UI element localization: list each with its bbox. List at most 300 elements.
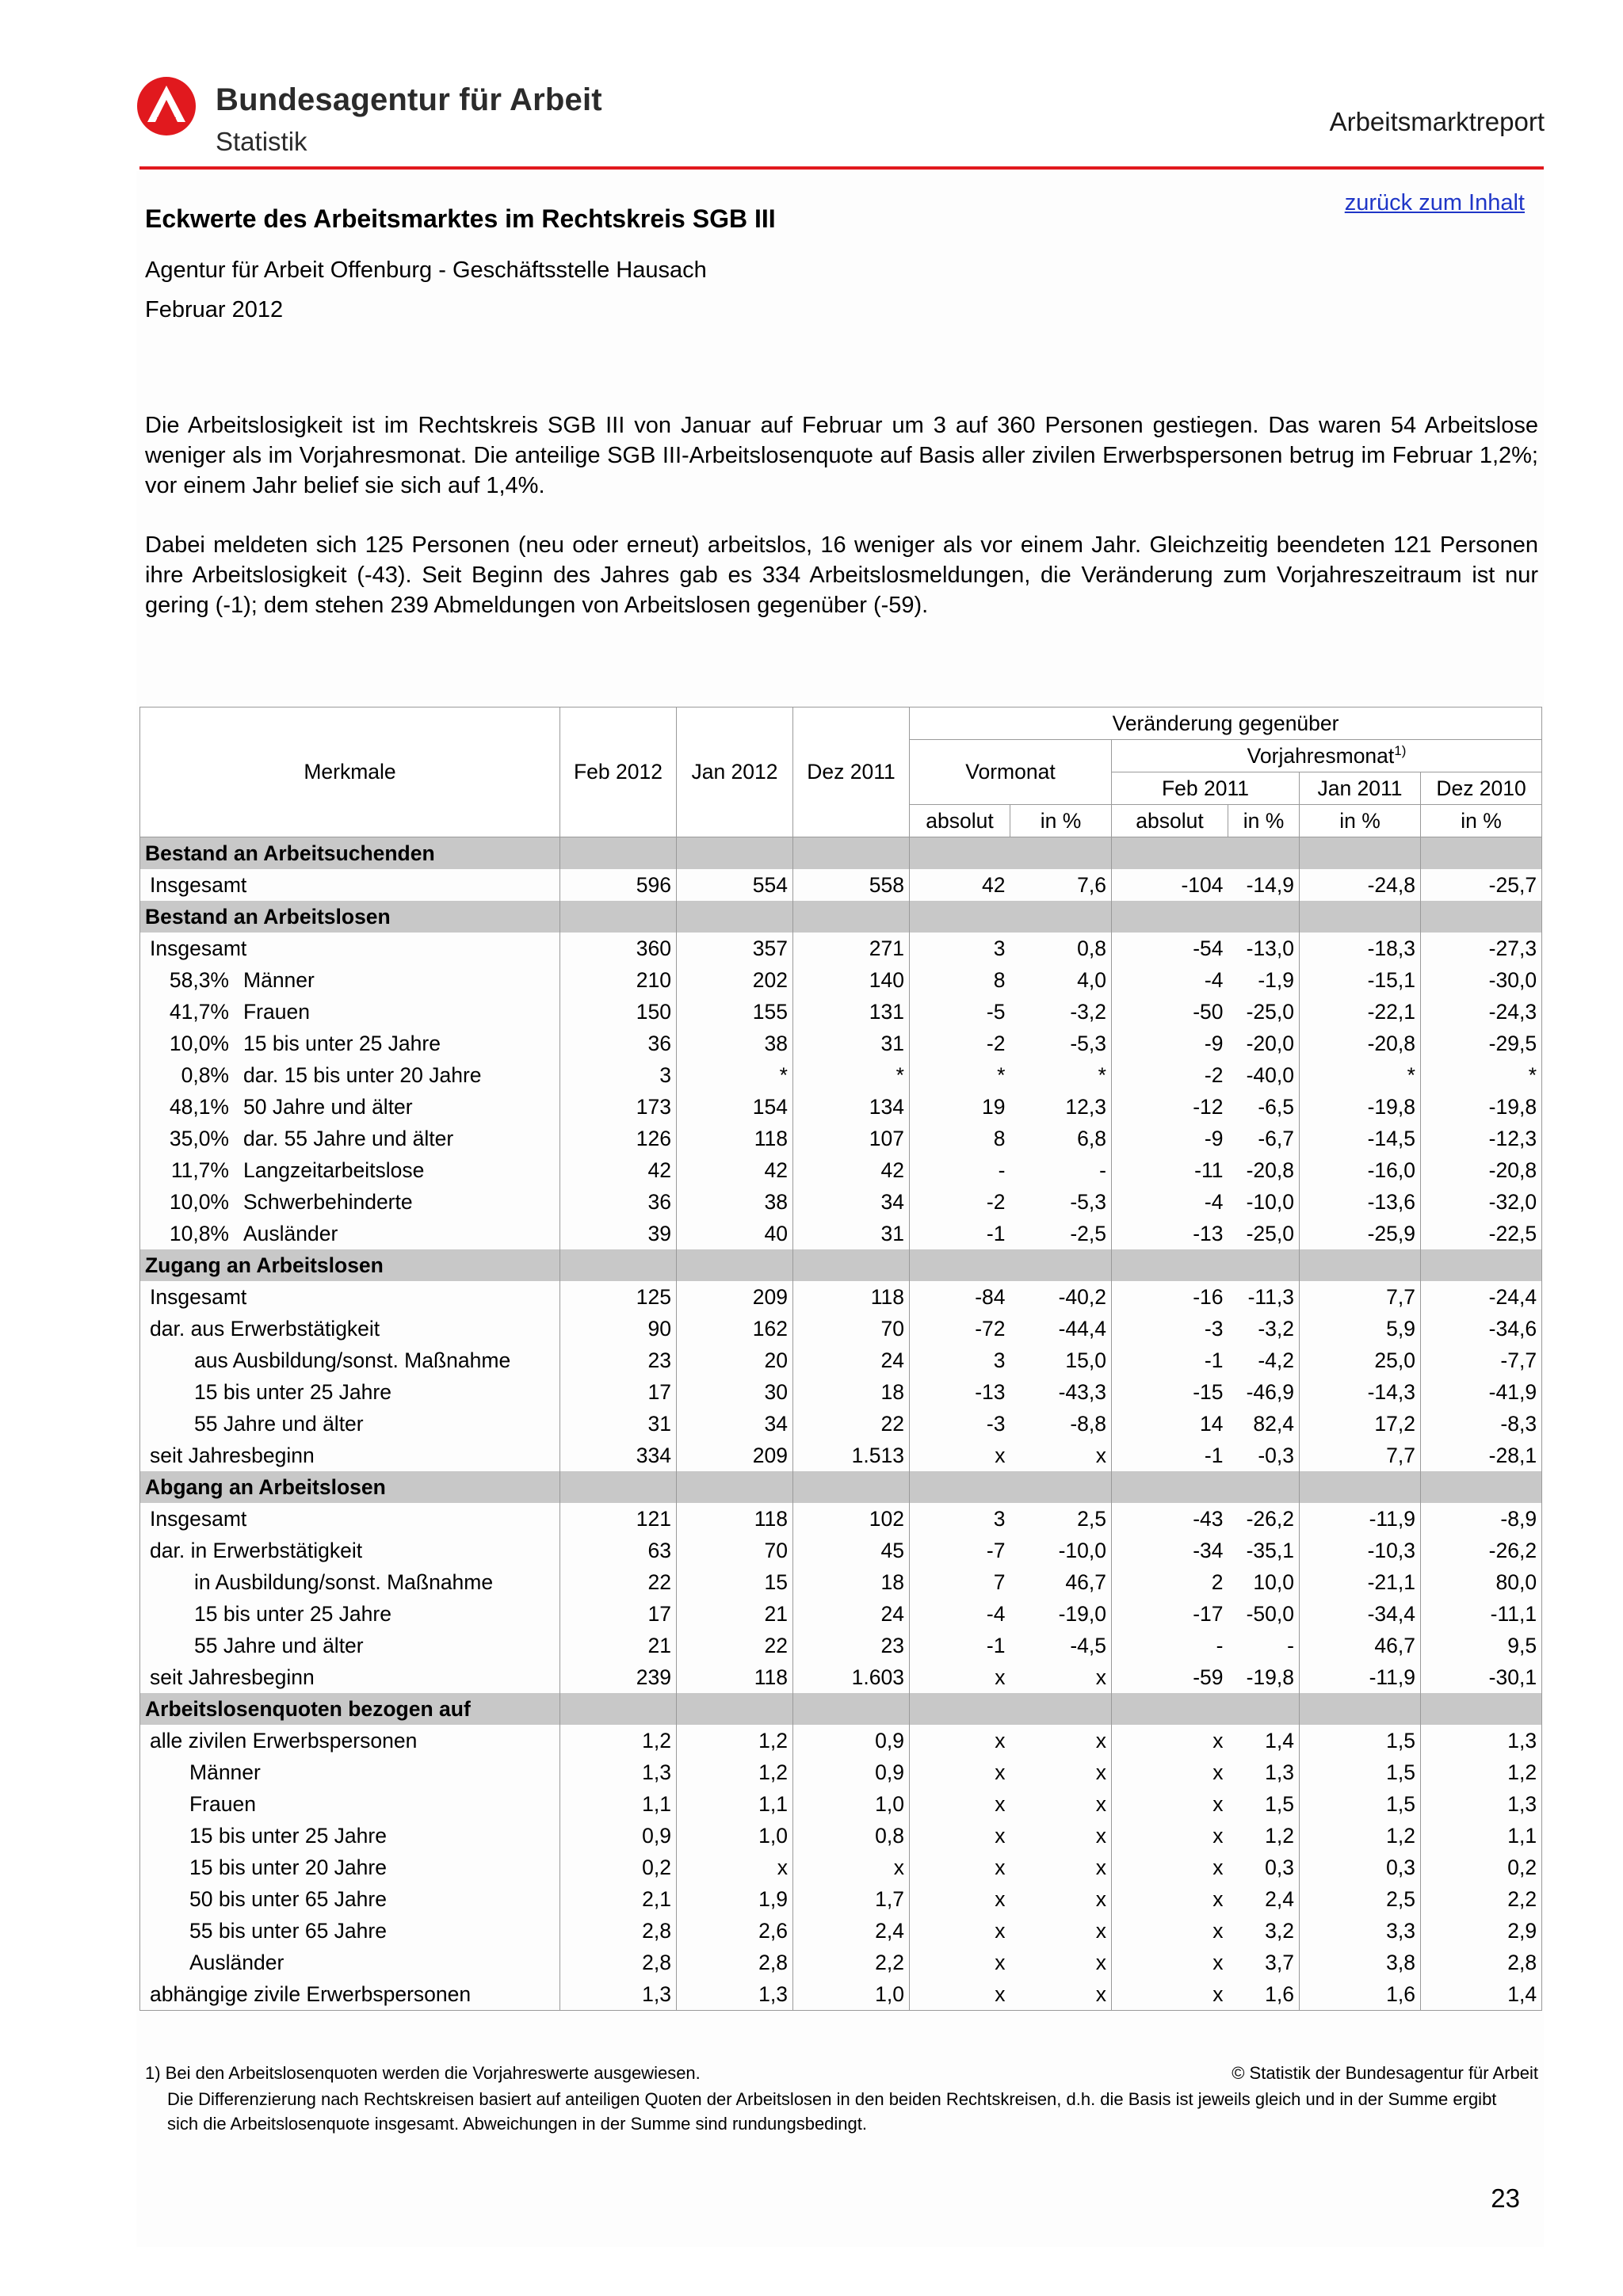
table-row bbox=[140, 996, 1542, 1028]
table-cell: 0,8 bbox=[1077, 936, 1106, 960]
table-cell: 14 bbox=[1112, 1408, 1228, 1440]
table-cell: 0,8 bbox=[793, 1820, 910, 1852]
table-cell: -1 bbox=[910, 1630, 1010, 1661]
table-cell: x bbox=[1112, 1852, 1228, 1883]
table-cell: -10,3 bbox=[1300, 1535, 1421, 1566]
table-cell: -104 bbox=[1112, 869, 1228, 901]
row-label-text: 15 bis unter 25 Jahre bbox=[194, 1379, 391, 1404]
table-row bbox=[140, 1028, 1542, 1059]
section-filler bbox=[1010, 1471, 1112, 1503]
table-cell: -2 bbox=[910, 1028, 1010, 1059]
section-filler bbox=[560, 1693, 677, 1725]
table-cell: -10,0 bbox=[1246, 1189, 1294, 1214]
row-label-text: 55 Jahre und älter bbox=[194, 1411, 364, 1436]
col-header-vormonat: Vormonat bbox=[910, 740, 1112, 805]
row-label-text: 50 bis unter 65 Jahre bbox=[189, 1886, 387, 1911]
row-label-text: Frauen bbox=[243, 999, 310, 1024]
table-row bbox=[140, 1313, 1542, 1344]
table-cell: -43,3 bbox=[1058, 1379, 1106, 1404]
table-cell: -34,4 bbox=[1300, 1598, 1421, 1630]
table-cell: x bbox=[1095, 1443, 1106, 1467]
table-cell: 140 bbox=[793, 964, 910, 996]
table-row bbox=[140, 1820, 1542, 1852]
table-cell: 118 bbox=[677, 1123, 793, 1154]
section-filler bbox=[560, 1249, 677, 1281]
table-cell: -5 bbox=[910, 996, 1010, 1028]
table-section-row bbox=[140, 901, 1542, 933]
table-cell: * bbox=[1300, 1059, 1421, 1091]
table-cell: -34,6 bbox=[1421, 1313, 1542, 1344]
table-cell: 150 bbox=[560, 996, 677, 1028]
section-filler bbox=[1421, 901, 1542, 933]
section-filler bbox=[793, 1693, 910, 1725]
agency-subtitle: Agentur für Arbeit Offenburg - Geschäftsstelle Hausach bbox=[145, 257, 707, 283]
table-cell: -22,5 bbox=[1421, 1218, 1542, 1249]
row-label-text: seit Jahresbeginn bbox=[150, 1443, 315, 1467]
table-row bbox=[140, 1344, 1542, 1376]
row-label bbox=[140, 1947, 560, 1978]
table-cell: 2,8 bbox=[560, 1915, 677, 1947]
table-cell: 0,9 bbox=[560, 1820, 677, 1852]
row-label-text: 55 Jahre und älter bbox=[194, 1633, 364, 1657]
row-share-percent: 10,8% bbox=[169, 1221, 229, 1245]
summary-paragraph-2: Dabei meldeten sich 125 Personen (neu oder erneut) arbeitslos, 16 weniger als vor einem Jahr. Gleichzeitig beendeten 121 Personen ihre Arbeitslosigkeit (-43). Seit Beginn des Jahres gab es 334 Arbeitslosmeldungen, die Veränderung zum Vorjahreszeitraum ist nur gering (-1); dem stehen 239 Abmeldungen von Arbeitslosen gegenüber (-59). bbox=[145, 532, 1538, 618]
row-label bbox=[140, 1566, 560, 1598]
row-label bbox=[140, 964, 560, 996]
table-cell: -9 bbox=[1112, 1123, 1228, 1154]
table-cell: -3,2 bbox=[1070, 999, 1106, 1024]
table-cell: -4,2 bbox=[1258, 1348, 1294, 1372]
table-row bbox=[140, 1725, 1542, 1756]
table-cell: 118 bbox=[793, 1281, 910, 1313]
table-row bbox=[140, 1408, 1542, 1440]
table-cell: * bbox=[793, 1059, 910, 1091]
table-cell: -5,3 bbox=[1070, 1031, 1106, 1055]
table-cell: 39 bbox=[560, 1218, 677, 1249]
row-label-text: dar. 55 Jahre und älter bbox=[243, 1126, 454, 1150]
col-header-jan2012: Jan 2012 bbox=[677, 707, 793, 837]
table-body bbox=[140, 837, 1542, 2011]
row-label-text: Insgesamt bbox=[150, 1506, 247, 1531]
table-cell: 31 bbox=[560, 1408, 677, 1440]
table-cell: x bbox=[793, 1852, 910, 1883]
table-cell: -2,5 bbox=[1070, 1221, 1106, 1245]
row-label-text: Ausländer bbox=[189, 1950, 285, 1974]
table-cell: -12 bbox=[1112, 1091, 1228, 1123]
table-cell: x bbox=[910, 1788, 1010, 1820]
table-cell: x bbox=[1112, 1978, 1228, 2011]
table-cell: -3 bbox=[910, 1408, 1010, 1440]
col-header-in-pct: in % bbox=[1010, 805, 1112, 837]
table-cell: 24 bbox=[793, 1598, 910, 1630]
table-cell: -14,5 bbox=[1300, 1123, 1421, 1154]
table-cell: 1,4 bbox=[1421, 1978, 1542, 2011]
back-to-contents-link[interactable]: zurück zum Inhalt bbox=[1344, 190, 1525, 215]
table-cell: -25,0 bbox=[1246, 999, 1294, 1024]
row-label bbox=[140, 1440, 560, 1471]
table-cell: 8 bbox=[910, 964, 1010, 996]
table-cell: -35,1 bbox=[1246, 1538, 1294, 1562]
table-cell: -2 bbox=[910, 1186, 1010, 1218]
row-label bbox=[140, 1915, 560, 1947]
row-label-text: seit Jahresbeginn bbox=[150, 1665, 315, 1689]
table-cell: 17,2 bbox=[1300, 1408, 1421, 1440]
page-title: Eckwerte des Arbeitsmarktes im Rechtskreis SGB III bbox=[145, 204, 776, 233]
table-cell: -19,8 bbox=[1246, 1665, 1294, 1689]
table-cell: 36 bbox=[560, 1028, 677, 1059]
section-label: Zugang an Arbeitslosen bbox=[140, 1249, 560, 1281]
row-label bbox=[140, 933, 560, 964]
table-cell: 25,0 bbox=[1300, 1344, 1421, 1376]
table-cell: 45 bbox=[793, 1535, 910, 1566]
table-section-row bbox=[140, 1249, 1542, 1281]
table-cell: * bbox=[1421, 1059, 1542, 1091]
table-cell: -11,1 bbox=[1421, 1598, 1542, 1630]
table-cell: x bbox=[1112, 1725, 1228, 1756]
table-cell: * bbox=[677, 1059, 793, 1091]
copyright-note: © Statistik der Bundesagentur für Arbeit bbox=[1232, 2063, 1538, 2083]
table-cell: 1,6 bbox=[1228, 1978, 1300, 2011]
col-header-dez2010: Dez 2010 bbox=[1421, 772, 1542, 805]
table-cell: -9 bbox=[1112, 1028, 1228, 1059]
table-cell: -4 bbox=[1112, 1186, 1228, 1218]
table-cell: 70 bbox=[793, 1313, 910, 1344]
section-filler bbox=[677, 1471, 793, 1503]
col-header-in-pct: in % bbox=[1300, 805, 1421, 837]
table-cell: 357 bbox=[677, 933, 793, 964]
table-cell: -11 bbox=[1112, 1154, 1228, 1186]
table-cell: -40,2 bbox=[1058, 1284, 1106, 1309]
table-cell: 0,3 bbox=[1265, 1855, 1294, 1879]
table-cell: 1,5 bbox=[1300, 1725, 1421, 1756]
section-filler bbox=[1112, 1471, 1228, 1503]
table-cell: 1,1 bbox=[560, 1788, 677, 1820]
row-label bbox=[140, 1883, 560, 1915]
table-row bbox=[140, 933, 1542, 964]
table-cell: 21 bbox=[677, 1598, 793, 1630]
table-cell: 107 bbox=[793, 1123, 910, 1154]
table-cell: 1,3 bbox=[560, 1756, 677, 1788]
table-cell: -27,3 bbox=[1421, 933, 1542, 964]
table-cell: -16,0 bbox=[1300, 1154, 1421, 1186]
table-cell: 154 bbox=[677, 1091, 793, 1123]
table-cell: -32,0 bbox=[1421, 1186, 1542, 1218]
table-row bbox=[140, 1883, 1542, 1915]
table-row bbox=[140, 1788, 1542, 1820]
table-cell: 7,7 bbox=[1300, 1440, 1421, 1471]
table-cell: -1,9 bbox=[1258, 967, 1294, 992]
table-cell: 1,5 bbox=[1300, 1788, 1421, 1820]
table-row bbox=[140, 964, 1542, 996]
row-label-text: 55 bis unter 65 Jahre bbox=[189, 1918, 387, 1943]
table-cell: -1 bbox=[1112, 1344, 1228, 1376]
table-cell: -20,8 bbox=[1246, 1158, 1294, 1182]
table-row bbox=[140, 1218, 1542, 1249]
table-cell: 31 bbox=[793, 1218, 910, 1249]
table-cell: 6,8 bbox=[1077, 1126, 1106, 1150]
table-cell: x bbox=[910, 1661, 1010, 1693]
table-cell: 558 bbox=[793, 869, 910, 901]
table-cell: -13 bbox=[910, 1376, 1010, 1408]
table-cell: - bbox=[1287, 1633, 1294, 1657]
table-cell: x bbox=[1095, 1855, 1106, 1879]
table-cell: -19,8 bbox=[1421, 1091, 1542, 1123]
table-cell: 271 bbox=[793, 933, 910, 964]
table-cell: x bbox=[910, 1915, 1010, 1947]
table-cell: 70 bbox=[677, 1535, 793, 1566]
table-cell: 1,2 bbox=[677, 1756, 793, 1788]
table-cell: -25,7 bbox=[1421, 869, 1542, 901]
table-cell: -26,2 bbox=[1246, 1506, 1294, 1531]
table-cell: 118 bbox=[677, 1661, 793, 1693]
table-cell: -72 bbox=[910, 1313, 1010, 1344]
table-cell: x bbox=[1095, 1918, 1106, 1943]
table-cell: -59 bbox=[1112, 1661, 1228, 1693]
table-cell: 34 bbox=[793, 1186, 910, 1218]
table-cell: 20 bbox=[677, 1344, 793, 1376]
section-filler bbox=[1300, 837, 1421, 870]
table-cell: 360 bbox=[560, 933, 677, 964]
table-cell: 2,2 bbox=[1421, 1883, 1542, 1915]
table-cell: 36 bbox=[560, 1186, 677, 1218]
table-cell: 18 bbox=[793, 1376, 910, 1408]
table-cell: -1 bbox=[1112, 1440, 1228, 1471]
table-cell: -20,0 bbox=[1246, 1031, 1294, 1055]
table-cell: 102 bbox=[793, 1503, 910, 1535]
table-cell: 162 bbox=[677, 1313, 793, 1344]
table-cell: 209 bbox=[677, 1440, 793, 1471]
table-row bbox=[140, 1661, 1542, 1693]
table-cell: 2,9 bbox=[1421, 1915, 1542, 1947]
table-cell: -2 bbox=[1112, 1059, 1228, 1091]
row-share-percent: 58,3% bbox=[169, 967, 229, 992]
table-row bbox=[140, 1123, 1542, 1154]
table-cell: 554 bbox=[677, 869, 793, 901]
section-filler bbox=[910, 1471, 1010, 1503]
table-cell: -50 bbox=[1112, 996, 1228, 1028]
ba-logo-icon bbox=[136, 76, 197, 136]
table-row bbox=[140, 1566, 1542, 1598]
table-cell: x bbox=[1095, 1950, 1106, 1974]
table-cell: x bbox=[910, 1947, 1010, 1978]
row-label bbox=[140, 1154, 560, 1186]
report-name: Arbeitsmarktreport bbox=[1329, 107, 1545, 136]
table-cell: 596 bbox=[560, 869, 677, 901]
section-filler bbox=[1228, 1249, 1300, 1281]
table-cell: x bbox=[1095, 1665, 1106, 1689]
section-filler bbox=[910, 837, 1010, 870]
table-cell: -11,9 bbox=[1300, 1503, 1421, 1535]
table-cell: 1,2 bbox=[677, 1725, 793, 1756]
table-cell: -4 bbox=[1112, 964, 1228, 996]
section-filler bbox=[793, 1471, 910, 1503]
summary-paragraph-1: Die Arbeitslosigkeit ist im Rechtskreis SGB III von Januar auf Februar um 3 auf 360 Personen gestiegen. Das waren 54 Arbeitslose weniger als im Vorjahresmonat. Die anteilige SGB III-Arbeitslosenquote auf Basis aller zivilen Erwerbspersonen betrug im Februar 1,2%; vor einem Jahr belief sie sich auf 1,4%. bbox=[145, 413, 1538, 498]
table-cell: 7,6 bbox=[1077, 872, 1106, 897]
table-cell: -13 bbox=[1112, 1218, 1228, 1249]
table-cell: 1,0 bbox=[677, 1820, 793, 1852]
table-cell: 202 bbox=[677, 964, 793, 996]
table-cell: - bbox=[910, 1154, 1010, 1186]
section-filler bbox=[1300, 1693, 1421, 1725]
table-cell: 1,0 bbox=[793, 1788, 910, 1820]
row-label-text: alle zivilen Erwerbspersonen bbox=[150, 1728, 418, 1753]
section-filler bbox=[1300, 1249, 1421, 1281]
table-cell: 23 bbox=[793, 1630, 910, 1661]
table-cell: 80,0 bbox=[1421, 1566, 1542, 1598]
row-label-text: 50 Jahre und älter bbox=[243, 1094, 413, 1119]
section-filler bbox=[1300, 901, 1421, 933]
col-header-in-pct: in % bbox=[1421, 805, 1542, 837]
table-cell: -54 bbox=[1112, 933, 1228, 964]
table-cell: -24,3 bbox=[1421, 996, 1542, 1028]
table-cell: 23 bbox=[560, 1344, 677, 1376]
row-label bbox=[140, 1123, 560, 1154]
table-cell: * bbox=[1098, 1062, 1106, 1087]
brand-subtitle: Statistik bbox=[216, 127, 307, 156]
table-cell: -3,2 bbox=[1258, 1316, 1294, 1341]
table-cell: -8,8 bbox=[1070, 1411, 1106, 1436]
table-cell: 3 bbox=[560, 1059, 677, 1091]
col-header-vorjahresmonat: Vorjahresmonat$^{1)}$ bbox=[1112, 740, 1542, 772]
table-cell: -11,3 bbox=[1247, 1284, 1294, 1309]
table-section-row bbox=[140, 1471, 1542, 1503]
section-filler bbox=[677, 837, 793, 870]
table-cell: -19,8 bbox=[1300, 1091, 1421, 1123]
table-cell: 2,8 bbox=[560, 1947, 677, 1978]
table-cell: -30,0 bbox=[1421, 964, 1542, 996]
row-label bbox=[140, 869, 560, 901]
table-cell: x bbox=[910, 1756, 1010, 1788]
section-filler bbox=[560, 1471, 677, 1503]
row-share-percent: 0,8% bbox=[181, 1062, 229, 1087]
table-cell: 42 bbox=[560, 1154, 677, 1186]
row-share-percent: 10,0% bbox=[169, 1189, 229, 1214]
table-row bbox=[140, 1186, 1542, 1218]
section-filler bbox=[1112, 837, 1228, 870]
table-cell: 1,3 bbox=[1265, 1760, 1294, 1784]
table-cell: x bbox=[1112, 1820, 1228, 1852]
table-cell: -14,9 bbox=[1246, 872, 1294, 897]
table-cell: -13,6 bbox=[1300, 1186, 1421, 1218]
section-filler bbox=[1228, 837, 1300, 870]
table-cell: 42 bbox=[793, 1154, 910, 1186]
section-filler bbox=[1112, 1693, 1228, 1725]
section-filler bbox=[793, 1249, 910, 1281]
table-cell: 1,2 bbox=[1265, 1823, 1294, 1848]
row-label-text: aus Ausbildung/sonst. Maßnahme bbox=[194, 1348, 511, 1372]
table-cell: x bbox=[910, 1725, 1010, 1756]
row-label bbox=[140, 1313, 560, 1344]
row-label bbox=[140, 1788, 560, 1820]
table-cell: x bbox=[1095, 1886, 1106, 1911]
table-cell: -10,0 bbox=[1058, 1538, 1106, 1562]
table-cell: 40 bbox=[677, 1218, 793, 1249]
table-cell: 7 bbox=[910, 1566, 1010, 1598]
table-cell: x bbox=[1112, 1756, 1228, 1788]
row-label-text: dar. 15 bis unter 20 Jahre bbox=[243, 1062, 482, 1087]
row-label-text: dar. aus Erwerbstätigkeit bbox=[150, 1316, 380, 1341]
table-row bbox=[140, 1915, 1542, 1947]
table-cell: 118 bbox=[677, 1503, 793, 1535]
table-row bbox=[140, 1091, 1542, 1123]
table-cell: x bbox=[1112, 1947, 1228, 1978]
table-cell: -46,9 bbox=[1246, 1379, 1294, 1404]
table-cell: 34 bbox=[677, 1408, 793, 1440]
table-cell: x bbox=[910, 1820, 1010, 1852]
table-cell: -34 bbox=[1112, 1535, 1228, 1566]
table-cell: 0,2 bbox=[1421, 1852, 1542, 1883]
table-cell: x bbox=[1095, 1760, 1106, 1784]
table-cell: 121 bbox=[560, 1503, 677, 1535]
row-label-text: in Ausbildung/sonst. Maßnahme bbox=[194, 1569, 494, 1594]
col-header-feb2011: Feb 2011 bbox=[1112, 772, 1300, 805]
table-cell: 1.603 bbox=[793, 1661, 910, 1693]
table-cell: x bbox=[1112, 1915, 1228, 1947]
section-filler bbox=[1112, 901, 1228, 933]
row-label bbox=[140, 1186, 560, 1218]
table-cell: x bbox=[910, 1883, 1010, 1915]
table-cell: 126 bbox=[560, 1123, 677, 1154]
table-cell: 2,8 bbox=[1421, 1947, 1542, 1978]
table-cell: x bbox=[910, 1440, 1010, 1471]
table-cell: 1,3 bbox=[677, 1978, 793, 2011]
table-cell: -12,3 bbox=[1421, 1123, 1542, 1154]
table-cell: 3 bbox=[910, 1503, 1010, 1535]
table-cell: 1,5 bbox=[1300, 1756, 1421, 1788]
row-label-text: 15 bis unter 20 Jahre bbox=[189, 1855, 387, 1879]
table-cell: 3,8 bbox=[1300, 1947, 1421, 1978]
row-share-percent: 35,0% bbox=[169, 1126, 229, 1150]
table-cell: 1,2 bbox=[1300, 1820, 1421, 1852]
table-cell: 2 bbox=[1112, 1566, 1228, 1598]
table-cell: -28,1 bbox=[1421, 1440, 1542, 1471]
section-filler bbox=[1228, 1471, 1300, 1503]
table-cell: 19 bbox=[910, 1091, 1010, 1123]
row-label-text: Männer bbox=[189, 1760, 261, 1784]
table-cell: 8 bbox=[910, 1123, 1010, 1154]
table-cell: 2,8 bbox=[677, 1947, 793, 1978]
row-label bbox=[140, 1059, 560, 1091]
section-filler bbox=[1300, 1471, 1421, 1503]
section-filler bbox=[910, 901, 1010, 933]
section-filler bbox=[1010, 837, 1112, 870]
table-cell: -6,5 bbox=[1258, 1094, 1294, 1119]
row-label bbox=[140, 1503, 560, 1535]
table-row bbox=[140, 1059, 1542, 1091]
table-cell: 3,3 bbox=[1300, 1915, 1421, 1947]
table-cell: 1,4 bbox=[1265, 1728, 1294, 1753]
table-row bbox=[140, 1978, 1542, 2011]
table-cell: 63 bbox=[560, 1535, 677, 1566]
row-label bbox=[140, 1091, 560, 1123]
table-cell: x bbox=[1095, 1728, 1106, 1753]
section-filler bbox=[910, 1693, 1010, 1725]
table-cell: -44,4 bbox=[1058, 1316, 1106, 1341]
table-cell: -13,0 bbox=[1246, 936, 1294, 960]
table-cell: -50,0 bbox=[1246, 1601, 1294, 1626]
row-label bbox=[140, 1376, 560, 1408]
table-row bbox=[140, 1535, 1542, 1566]
header-divider bbox=[139, 166, 1544, 170]
table-cell: -30,1 bbox=[1421, 1661, 1542, 1693]
row-label-text: Männer bbox=[243, 967, 315, 992]
table-cell: 10,0 bbox=[1253, 1569, 1294, 1594]
row-share-percent: 41,7% bbox=[169, 999, 229, 1024]
table-cell: 1,3 bbox=[1421, 1788, 1542, 1820]
section-label: Bestand an Arbeitslosen bbox=[140, 901, 560, 933]
row-label bbox=[140, 1408, 560, 1440]
table-cell: 0,3 bbox=[1300, 1852, 1421, 1883]
